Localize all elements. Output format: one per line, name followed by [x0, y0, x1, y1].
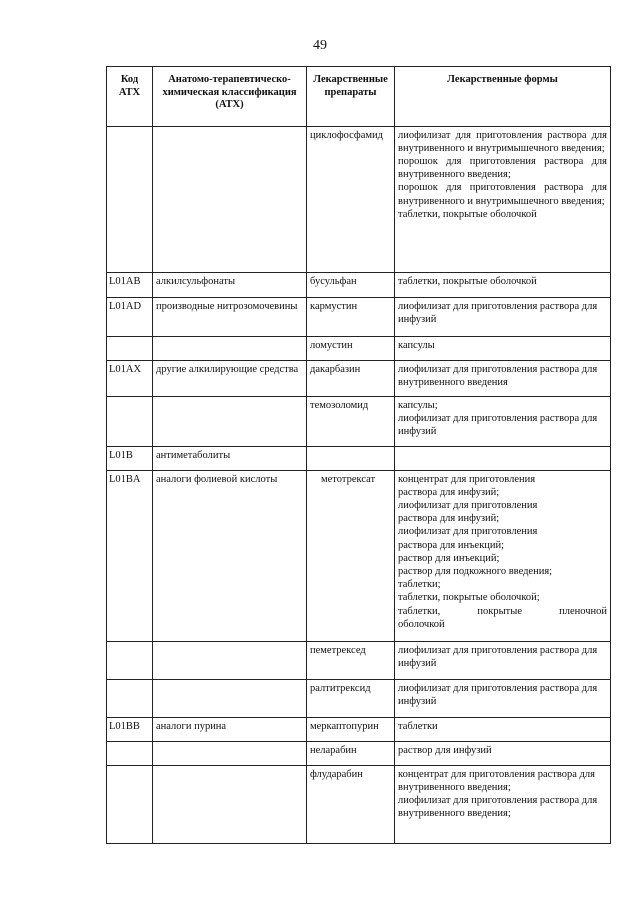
form-line: лиофилизат для приготовления — [398, 499, 538, 511]
form-line: раствора для инъекций; — [398, 539, 505, 551]
table-row — [107, 297, 611, 336]
form-line: порошок для приготовления раствора для внутривенного введения; — [398, 155, 607, 181]
table-row — [107, 396, 611, 446]
form-line: оболочкой — [398, 618, 445, 630]
cell-code — [107, 741, 153, 765]
cell-classification: алкилсульфонаты — [153, 272, 307, 297]
cell-forms — [395, 272, 611, 297]
cell-drug: ралтитрексид — [307, 679, 395, 717]
atx-drug-table — [106, 66, 611, 844]
form-line: лиофилизат для приготовления раствора для инфузий — [398, 682, 598, 707]
cell-classification — [153, 641, 307, 679]
form-line: раствора для инфузий; — [398, 486, 500, 498]
table-header-row — [107, 67, 611, 127]
cell-code — [107, 336, 153, 360]
form-line: капсулы — [398, 339, 435, 351]
cell-classification: аналоги фолиевой кислоты — [153, 470, 307, 641]
cell-drug: меркаптопурин — [307, 717, 395, 741]
form-line: раствор для инъекций; — [398, 552, 500, 564]
cell-code: L01AD — [107, 297, 153, 336]
cell-classification — [153, 679, 307, 717]
cell-drug: циклофосфамид — [307, 126, 395, 272]
form-line: порошок для приготовления раствора для внутривенного и внутримышечного введения; — [398, 182, 607, 207]
form-line: раствора для инфузий; — [398, 513, 500, 525]
cell-code: L01BB — [107, 717, 153, 741]
cell-code — [107, 765, 153, 843]
form-line: раствор для инфузий — [398, 744, 492, 756]
cell-drug: неларабин — [307, 741, 395, 765]
cell-code — [107, 679, 153, 717]
cell-drug: ломустин — [307, 336, 395, 360]
cell-forms — [395, 396, 611, 446]
form-line: лиофилизат для приготовления раствора для внутривенного и внутримышечного введения; — [398, 129, 607, 154]
form-line: концентрат для приготовления раствора для внутривенного введения; — [398, 768, 595, 793]
form-line: таблетки, покрытые оболочкой; — [398, 592, 540, 604]
form-line: лиофилизат для приготовления раствора для инфузий — [398, 412, 598, 437]
page-number: 49 — [313, 38, 327, 53]
cell-classification: другие алкилирующие средства — [153, 360, 307, 396]
table-row — [107, 765, 611, 843]
form-line: таблетки — [398, 720, 438, 732]
header-forms: Лекарственные формы — [395, 67, 611, 127]
cell-forms — [395, 446, 611, 470]
form-line: капсулы; — [398, 399, 438, 411]
cell-forms — [395, 360, 611, 396]
cell-forms — [395, 765, 611, 843]
header-classification: Анатомо-терапевтическо-химическая классификация (АТХ) — [153, 67, 307, 127]
cell-forms — [395, 641, 611, 679]
cell-drug: бусульфан — [307, 272, 395, 297]
header-drugs: Лекарственные препараты — [307, 67, 395, 127]
cell-forms — [395, 741, 611, 765]
cell-code: L01BA — [107, 470, 153, 641]
form-line: таблетки, покрытые оболочкой — [398, 275, 537, 287]
cell-drug: метотрексат — [307, 470, 395, 641]
cell-classification: антиметаболиты — [153, 446, 307, 470]
table-row — [107, 360, 611, 396]
table-row — [107, 741, 611, 765]
cell-drug: кармустин — [307, 297, 395, 336]
form-line: раствор для подкожного введения; — [398, 565, 553, 577]
cell-forms — [395, 679, 611, 717]
table-row — [107, 470, 611, 641]
form-line: концентрат для приготовления — [398, 473, 536, 485]
cell-classification — [153, 741, 307, 765]
table-row — [107, 336, 611, 360]
cell-forms — [395, 126, 611, 272]
cell-drug: темозоломид — [307, 396, 395, 446]
table-row — [107, 641, 611, 679]
cell-drug: пеметрексед — [307, 641, 395, 679]
form-line: таблетки; — [398, 579, 441, 591]
form-line: таблетки, покрытые оболочкой — [398, 208, 537, 220]
cell-classification: аналоги пурина — [153, 717, 307, 741]
cell-drug: флударабин — [307, 765, 395, 843]
table-row — [107, 126, 611, 272]
cell-classification — [153, 126, 307, 272]
cell-classification — [153, 336, 307, 360]
cell-forms — [395, 297, 611, 336]
header-code: Код АТХ — [107, 67, 153, 127]
cell-code: L01AB — [107, 272, 153, 297]
table-row — [107, 717, 611, 741]
form-line: лиофилизат для приготовления раствора для внутривенного введения — [398, 363, 598, 388]
cell-drug: дакарбазин — [307, 360, 395, 396]
cell-code — [107, 641, 153, 679]
cell-code — [107, 396, 153, 446]
table-row — [107, 679, 611, 717]
form-line: лиофилизат для приготовления раствора для инфузий — [398, 300, 598, 325]
cell-drug — [307, 446, 395, 470]
table-row — [107, 272, 611, 297]
form-line: лиофилизат для приготовления раствора для инфузий — [398, 644, 598, 669]
form-line: таблетки, покрытые пленочной — [398, 605, 607, 617]
cell-code — [107, 126, 153, 272]
cell-forms — [395, 717, 611, 741]
cell-classification: производные нитрозомочевины — [153, 297, 307, 336]
form-line: лиофилизат для приготовления раствора для внутривенного введения; — [398, 794, 598, 820]
table-row — [107, 446, 611, 470]
cell-code: L01B — [107, 446, 153, 470]
cell-classification — [153, 396, 307, 446]
form-line: лиофилизат для приготовления — [398, 526, 538, 538]
cell-forms — [395, 470, 611, 641]
cell-forms — [395, 336, 611, 360]
cell-classification — [153, 765, 307, 843]
cell-code: L01AX — [107, 360, 153, 396]
